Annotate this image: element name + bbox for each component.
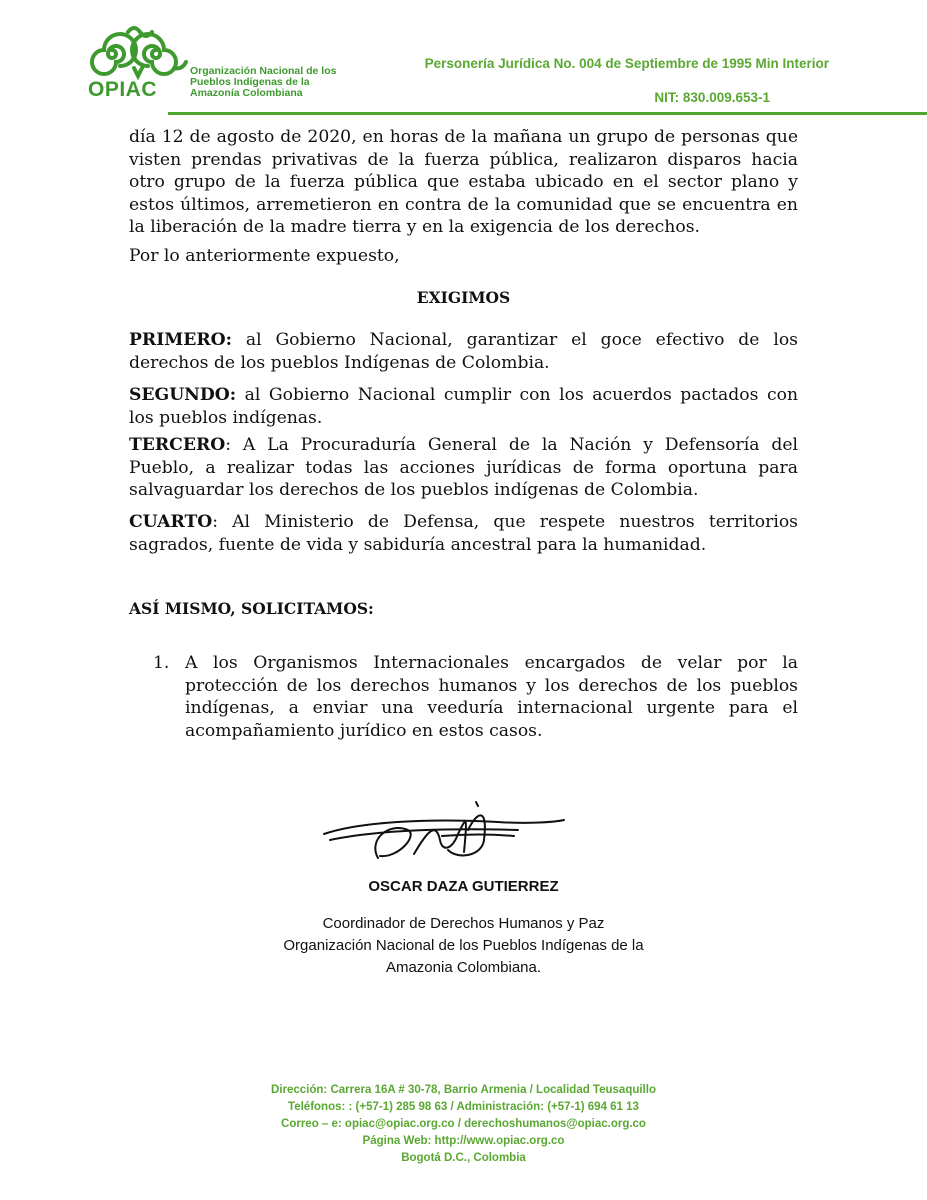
logo-name-line: Amazonía Colombiana xyxy=(190,87,303,99)
demand-item xyxy=(129,511,798,556)
signer-role: Coordinador de Derechos Humanos y Paz xyxy=(322,915,605,932)
header-divider xyxy=(168,112,927,115)
signer-details xyxy=(0,913,927,979)
nit-number: NIT: 830.009.653-1 xyxy=(654,90,770,105)
body-paragraph: Por lo anteriormente expuesto, xyxy=(129,246,400,266)
demand-item xyxy=(129,384,798,429)
letterhead xyxy=(0,0,927,116)
demand-label: PRIMERO: xyxy=(129,330,232,350)
exigimos-heading: EXIGIMOS xyxy=(416,288,511,307)
signer-organization: Amazonia Colombiana. xyxy=(385,959,542,976)
logo-name-line: Organización Nacional de los xyxy=(190,65,337,77)
request-list-item xyxy=(153,652,798,742)
logo-name-line: Pueblos Indígenas de la xyxy=(190,76,310,88)
handwritten-signature xyxy=(318,800,578,868)
demand-text: : Al Ministerio de Defensa, que respete nuestros territorios sagrados, fuente de vida y sabiduría ancestral para la humanidad. xyxy=(129,512,798,555)
signer-organization: Organización Nacional de los Pueblos Indígenas de la xyxy=(283,937,644,954)
list-number: 1. xyxy=(153,653,170,673)
opiac-logo xyxy=(82,24,342,108)
body-paragraph: día 12 de agosto de 2020, en horas de la mañana un grupo de personas que visten prendas privativas de la fuerza pública, realizaron disparos hacia otro grupo de la fuerza pública que estaba ubicado en el sector plano y estos últimos, arremetieron en contra de la comunidad que se encuentra en la liberación de la madre tierra y en la exigencia de los derechos. xyxy=(129,127,798,237)
request-text: A los Organismos Internacionales encargados de velar por la protección de los derechos humanos y los derechos de los pueblos indígenas, a enviar una veeduría internacional urgente para el acompañamiento jurídico en estos casos. xyxy=(185,653,798,741)
demand-label: SEGUNDO: xyxy=(129,385,237,405)
logo-acronym: OPIAC xyxy=(88,78,158,101)
signature-scribble-icon xyxy=(318,800,578,864)
demand-label: CUARTO xyxy=(129,512,213,532)
footer-city: Bogotá D.C., Colombia xyxy=(401,1152,526,1164)
demand-item xyxy=(129,434,798,502)
footer-website: Página Web: http://www.opiac.org.co xyxy=(362,1135,565,1147)
footer-address: Dirección: Carrera 16A # 30-78, Barrio Armenia / Localidad Teusaquillo xyxy=(271,1084,656,1096)
demand-text: al Gobierno Nacional cumplir con los acuerdos pactados con los pueblos indígenas. xyxy=(129,385,799,428)
logo-organization-name xyxy=(190,66,360,99)
demand-text: : A La Procuraduría General de la Nación y Defensoría del Pueblo, a realizar todas las acciones jurídicas de forma oportuna para salvaguardar los derechos de los pueblos indígenas de Colombia. xyxy=(129,435,798,500)
footer-emails: Correo – e: opiac@opiac.org.co / derechoshumanos@opiac.org.co xyxy=(281,1118,646,1130)
legal-status: Personería Jurídica No. 004 de Septiembre de 1995 Min Interior xyxy=(424,56,829,71)
solicitamos-heading: ASÍ MISMO, SOLICITAMOS: xyxy=(129,599,374,618)
spiral-logo-icon xyxy=(82,24,202,80)
footer-contact xyxy=(0,1082,927,1167)
footer-phones: Teléfonos: : (+57-1) 285 98 63 / Administración: (+57-1) 694 61 13 xyxy=(288,1101,639,1113)
demand-text: al Gobierno Nacional, garantizar el goce efectivo de los derechos de los pueblos Indígenas de Colombia. xyxy=(129,330,798,373)
signer-name: OSCAR DAZA GUTIERREZ xyxy=(368,878,559,895)
demand-item xyxy=(129,329,798,374)
demand-label: TERCERO xyxy=(129,435,226,455)
